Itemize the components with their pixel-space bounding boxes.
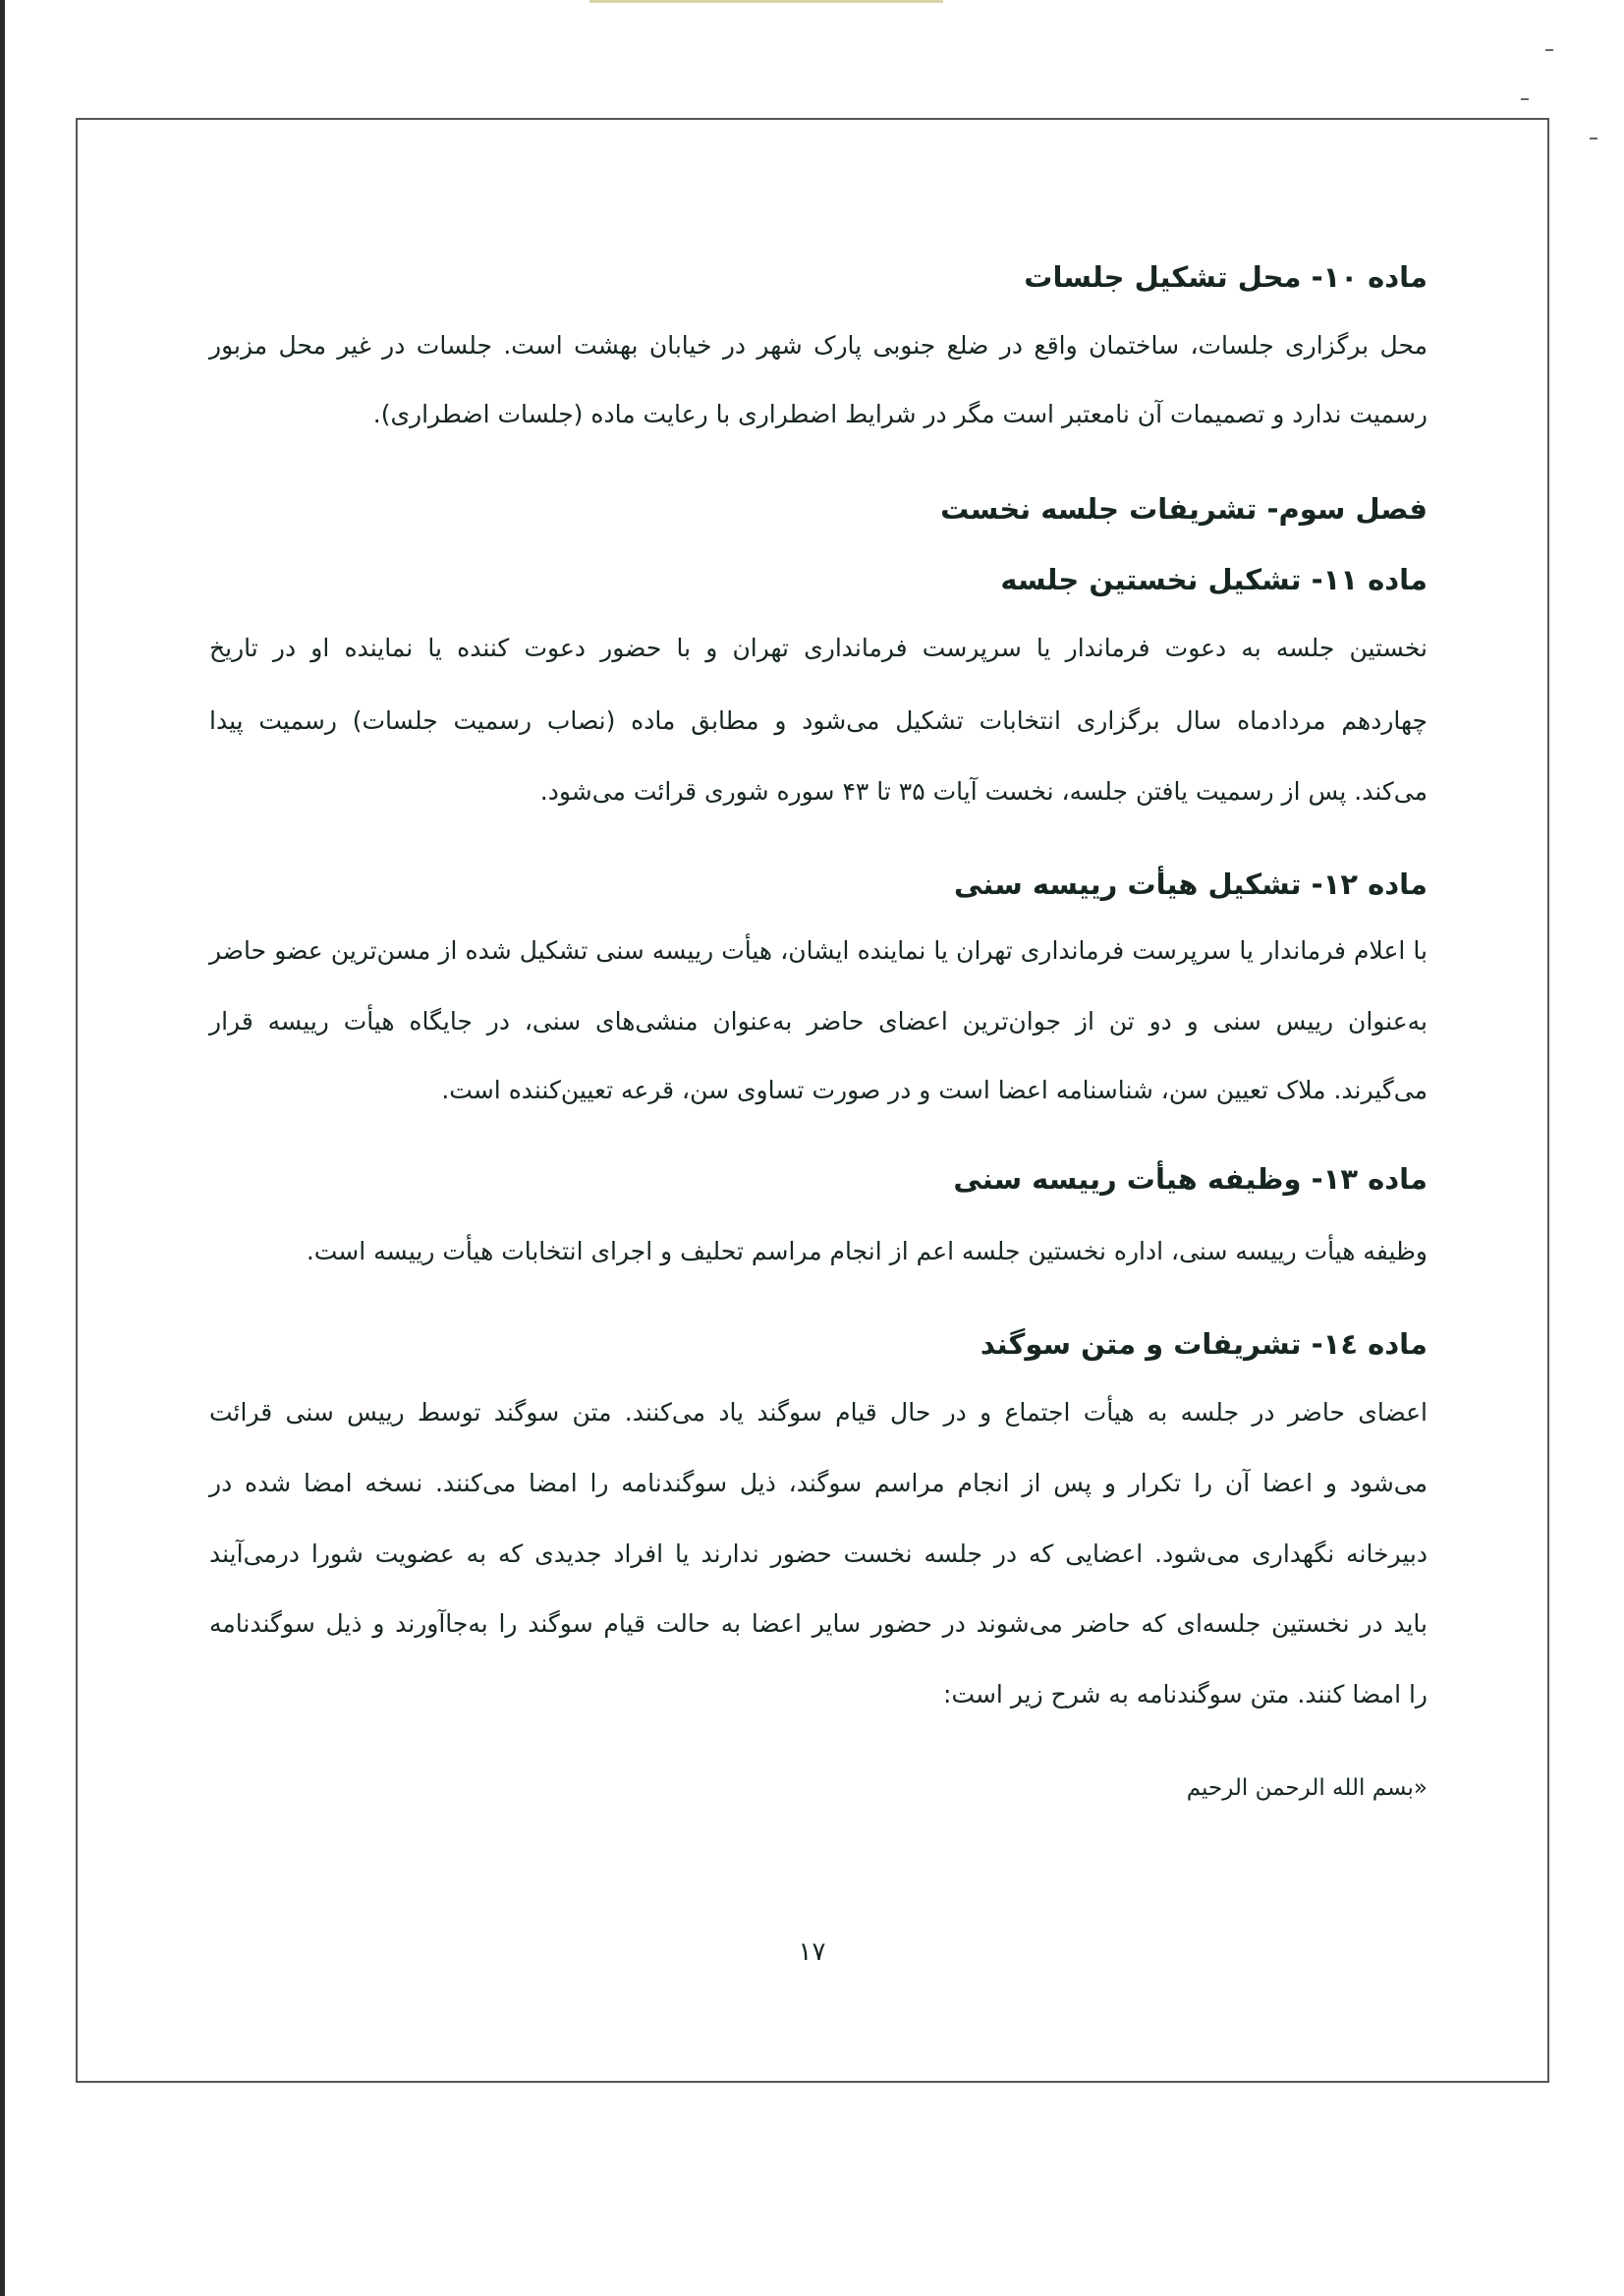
scan-mark [589,0,943,3]
article-14-heading: ماده ١٤- تشریفات و متن سوگند [980,1327,1428,1361]
article-12-line: به‌عنوان رییس سنی و دو تن از جوان‌ترین اعضای حاضر به‌عنوان منشی‌های سنی، در جایگاه هیأت رییسه قرار [209,1007,1428,1036]
article-11-line: نخستین جلسه به دعوت فرماندار یا سرپرست فرمانداری تهران و با حضور دعوت کننده یا نماینده او در تاریخ [209,634,1428,662]
page-number: ۱۷ [798,1937,826,1967]
scan-mark [1590,138,1597,140]
article-14-line: اعضای حاضر در جلسه به هیأت اجتماع و در حال قیام سوگند یاد می‌کنند. متن سوگند توسط رییس سنی قرائت [209,1398,1428,1427]
article-13-line: وظیفه هیأت رییسه سنی، اداره نخستین جلسه اعم از انجام مراسم تحلیف و اجرای انتخابات هیأت رییسه است. [306,1237,1428,1265]
article-10-heading: ماده ۱۰- محل تشکیل جلسات [1024,260,1428,294]
article-14-line: را امضا کنند. متن سوگندنامه به شرح زیر است: [943,1680,1428,1708]
article-14-line: می‌شود و اعضا آن را تکرار و پس از انجام مراسم سوگند، ذیل سوگندنامه را امضا می‌کنند. نسخه امضا شده در [209,1469,1428,1497]
article-10-line: رسمیت ندارد و تصمیمات آن نامعتبر است مگر در شرایط اضطراری با رعایت ماده (جلسات اضطراری). [372,400,1428,428]
scan-mark [1521,98,1529,100]
oath-opening: «بسم الله الرحمن الرحیم [1186,1775,1428,1801]
scan-mark [1545,49,1553,51]
article-12-heading: ماده ۱۲- تشکیل هیأت رییسه سنی [954,868,1428,901]
article-10-line: محل برگزاری جلسات، ساختمان واقع در ضلع جنوبی پارک شهر در خیابان بهشت است. جلسات در غیر محل مزبور [209,331,1428,360]
chapter-3-heading: فصل سوم- تشریفات جلسه نخست [940,492,1428,526]
article-11-line: چهاردهم مردادماه سال برگزاری انتخابات تشکیل می‌شود و مطابق ماده (نصاب رسمیت جلسات) رسمیت پیدا [209,706,1428,735]
article-14-line: دبیرخانه نگهداری می‌شود. اعضایی که در جلسه نخست حضور ندارند یا افراد جدیدی که به عضویت شورا درمی‌آیند [209,1540,1428,1568]
article-12-line: می‌گیرند. ملاک تعیین سن، شناسنامه اعضا است و در صورت تساوی سن، قرعه تعیین‌کننده است. [441,1076,1428,1104]
article-14-line: باید در نخستین جلسه‌ای که حاضر می‌شوند در حضور سایر اعضا به حالت قیام سوگند را به‌جاآورند و ذیل سوگندنامه [209,1609,1428,1638]
article-11-heading: ماده ۱۱- تشکیل نخستین جلسه [1000,563,1428,596]
article-11-line: می‌کند. پس از رسمیت یافتن جلسه، نخست آیات ۳۵ تا ۴۳ سوره شوری قرائت می‌شود. [539,777,1428,806]
article-12-line: با اعلام فرماندار یا سرپرست فرمانداری تهران یا نماینده ایشان، هیأت رییسه سنی تشکیل شده از مسن‌ترین عضو حاضر [209,936,1428,965]
article-13-heading: ماده ۱۳- وظیفه هیأت رییسه سنی [953,1162,1428,1196]
